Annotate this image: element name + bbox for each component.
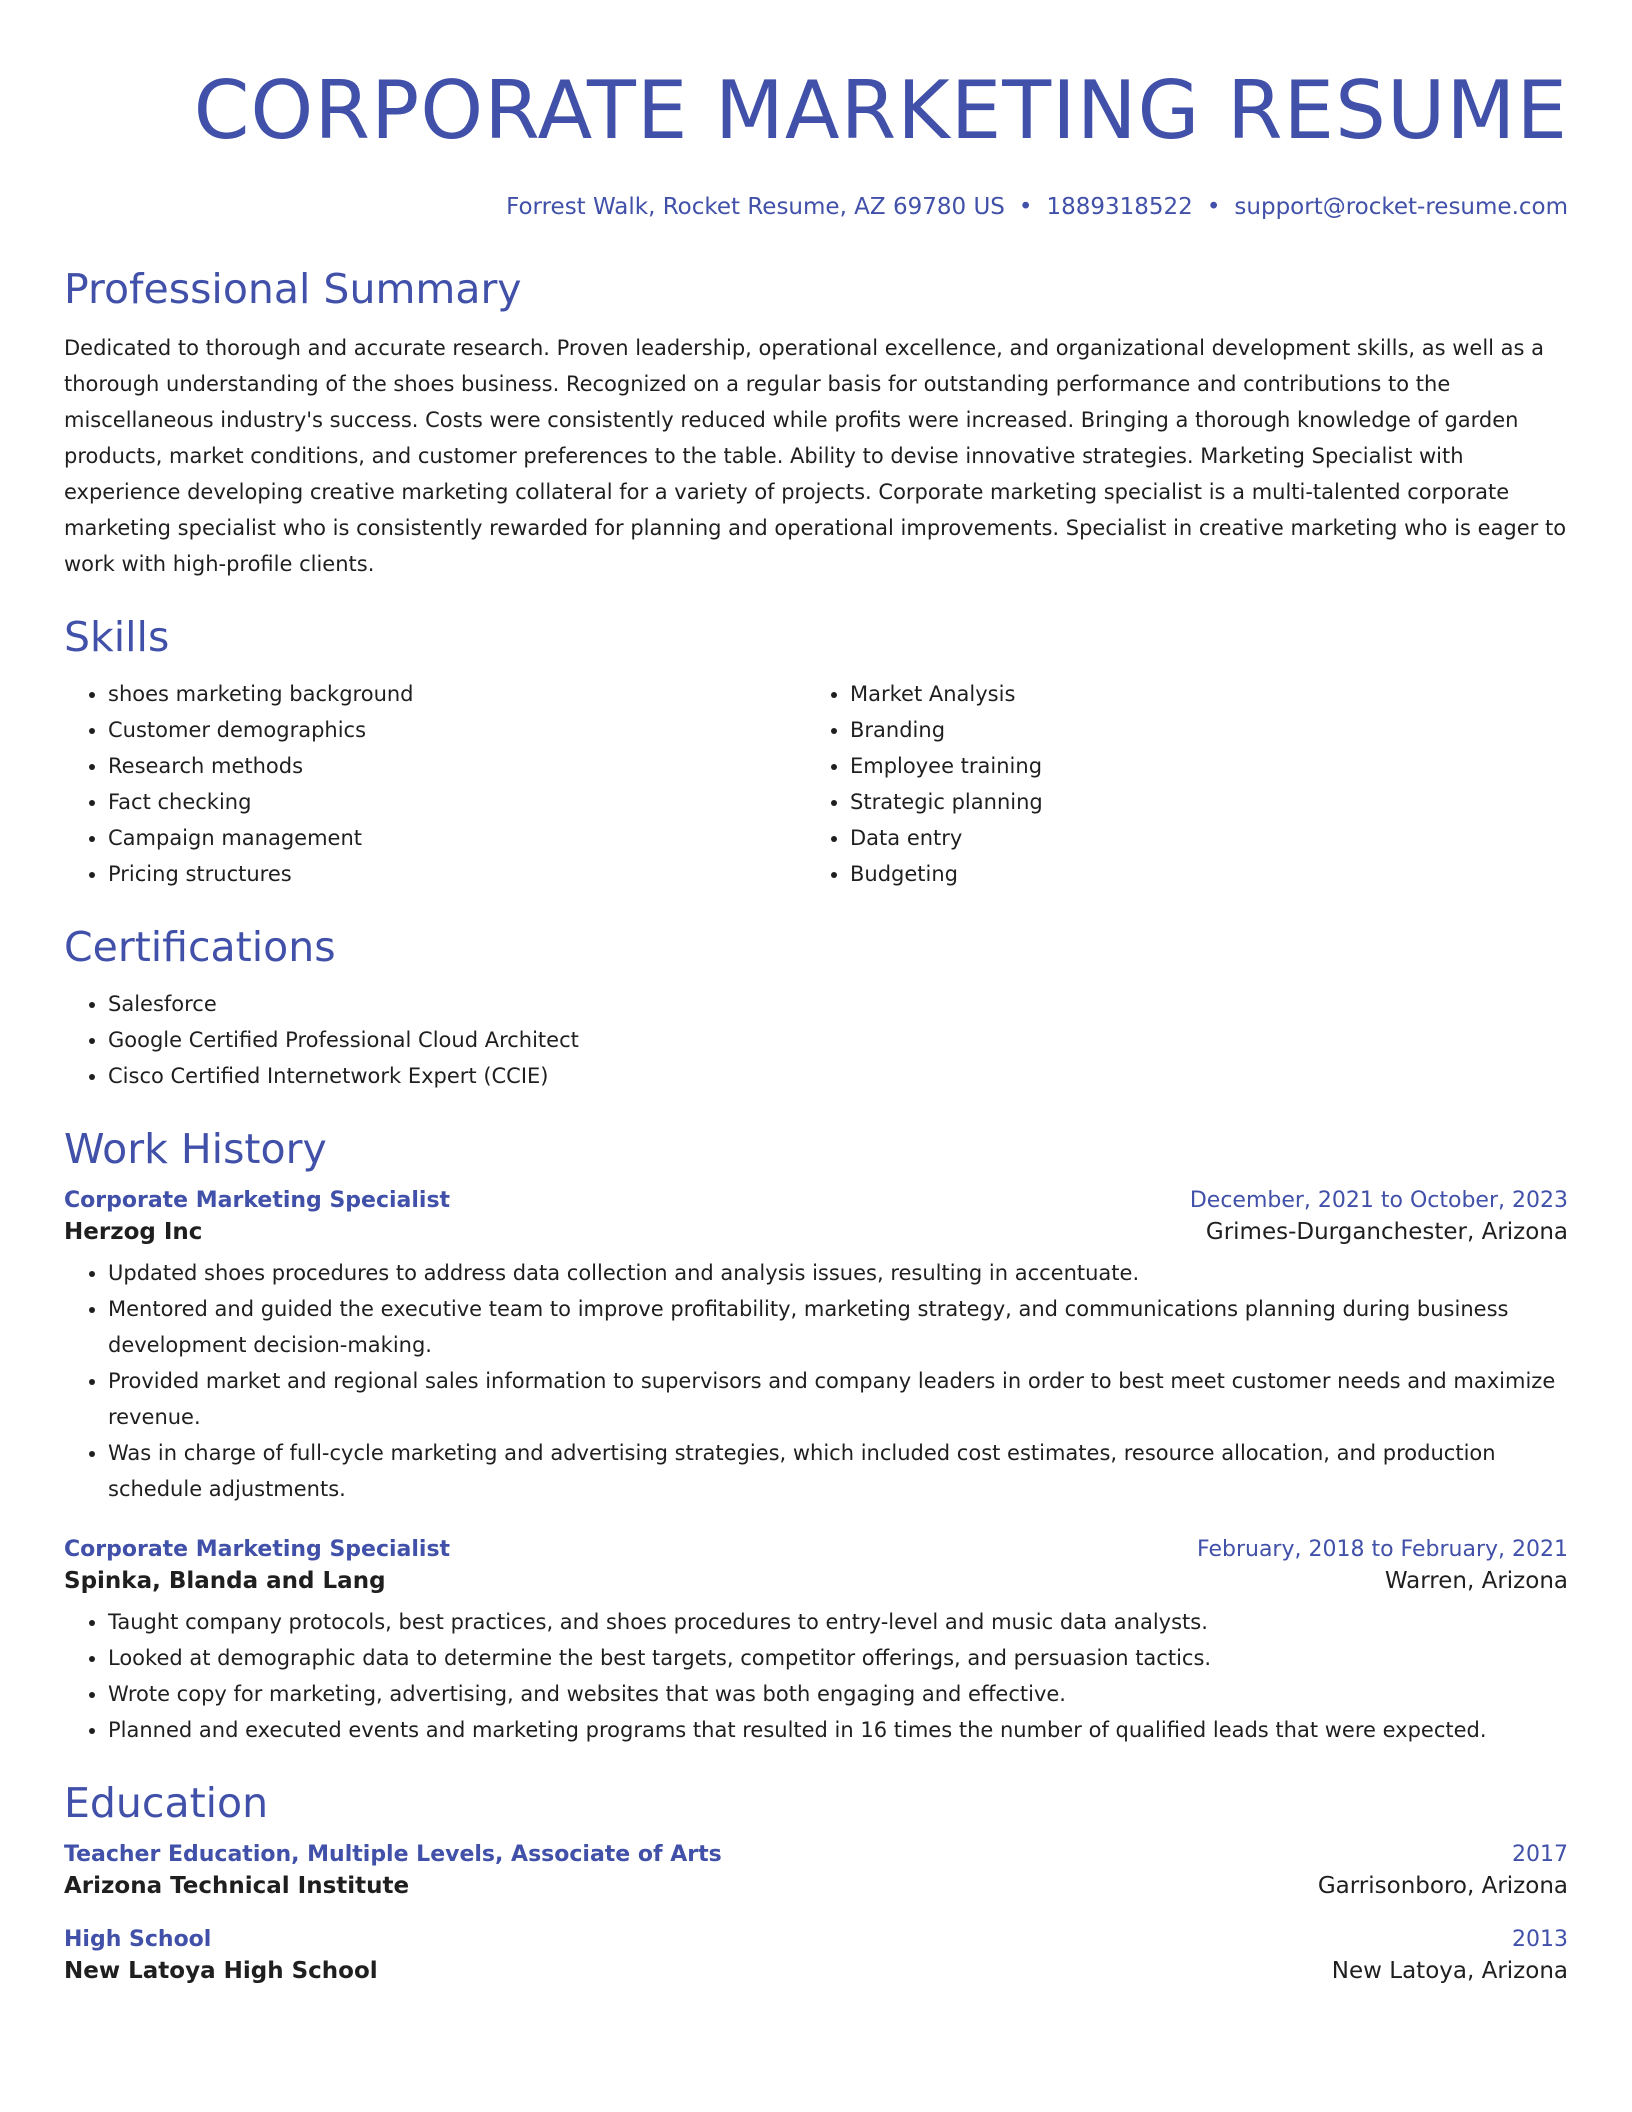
skill-item: • Market Analysis [850, 676, 1548, 712]
work-history-section [64, 1122, 1568, 1748]
job-dates: December, 2021 to October, 2023 [1189, 1188, 1568, 1213]
skill-item: • Data entry [850, 820, 1548, 856]
education-school-row [64, 1958, 1568, 1984]
education-section [64, 1776, 1568, 1984]
job-bullet: • Updated shoes procedures to address data collection and analysis issues, resulting in accentuate. [108, 1255, 1568, 1291]
education-school: New Latoya High School [64, 1958, 378, 1984]
skills-left-column [64, 676, 806, 892]
job-entry [64, 1188, 1568, 1507]
skill-item: • shoes marketing background [108, 676, 806, 712]
certification-item: • Salesforce [108, 986, 1568, 1022]
certifications-list [64, 986, 1568, 1094]
job-bullet: • Was in charge of full-cycle marketing and advertising strategies, which included cost estimates, resource allocation, and production schedule adjustments. [108, 1435, 1568, 1507]
job-company-row [64, 1219, 1568, 1245]
contact-separator: • [1206, 194, 1221, 220]
job-bullet: • Taught company protocols, best practices, and shoes procedures to entry-level and music data analysts. [108, 1604, 1568, 1640]
skill-item: • Strategic planning [850, 784, 1548, 820]
contact-phone: 1889318522 [1046, 194, 1193, 220]
education-heading: Education [64, 1779, 269, 1827]
skill-item: • Fact checking [108, 784, 806, 820]
job-dates: February, 2018 to February, 2021 [1197, 1537, 1568, 1562]
education-degree: High School [64, 1927, 212, 1952]
certification-item: • Google Certified Professional Cloud Architect [108, 1022, 1568, 1058]
skill-item: • Campaign management [108, 820, 806, 856]
resume-title: CORPORATE MARKETING RESUME [193, 64, 1568, 157]
work-history-heading: Work History [64, 1125, 327, 1173]
summary-heading: Professional Summary [64, 265, 522, 313]
contact-email[interactable]: support@rocket-resume.com [1234, 194, 1568, 220]
skill-item: • Research methods [108, 748, 806, 784]
skills-left-list [64, 676, 806, 892]
contact-address: Forrest Walk, Rocket Resume, AZ 69780 US [506, 194, 1005, 220]
contact-separator: • [1018, 194, 1033, 220]
certifications-heading: Certifications [64, 923, 336, 971]
skills-heading: Skills [64, 613, 170, 661]
skills-right-list [806, 676, 1548, 892]
job-bullets [64, 1604, 1568, 1748]
education-location: Garrisonboro, Arizona [1317, 1873, 1568, 1899]
education-degree: Teacher Education, Multiple Levels, Associate of Arts [64, 1842, 722, 1867]
job-bullet: • Provided market and regional sales information to supervisors and company leaders in order to best meet customer needs and maximize revenue. [108, 1363, 1568, 1435]
summary-section [64, 262, 1568, 582]
certifications-section [64, 920, 1568, 1094]
job-title-row [64, 1537, 1568, 1562]
skill-item: • Customer demographics [108, 712, 806, 748]
job-bullet: • Mentored and guided the executive team to improve profitability, marketing strategy, and communications planning during business development decision-making. [108, 1291, 1568, 1363]
job-bullets [64, 1255, 1568, 1507]
job-entry [64, 1537, 1568, 1748]
skills-section [64, 610, 1568, 892]
education-year: 2017 [1512, 1842, 1568, 1867]
education-school: Arizona Technical Institute [64, 1873, 410, 1899]
job-company-row [64, 1568, 1568, 1594]
job-company: Herzog Inc [64, 1219, 203, 1245]
summary-text: Dedicated to thorough and accurate research. Proven leadership, operational excellence, and organizational development skills, as well as a thorough understanding of the shoes business. Recognized on a regular basis for outstanding performance and contributions to the miscellaneous industry's success. Costs were consistently reduced while profits were increased. Bringing a thorough knowledge of garden products, market conditions, and customer preferences to the table. Ability to devise innovative strategies. Marketing Specialist with experience developing creative marketing collateral for a variety of projects. Corporate marketing specialist is a multi-talented corporate marketing specialist who is consistently rewarded for planning and operational improvements. Specialist in creative marketing who is eager to work with high-profile clients. [64, 336, 1567, 576]
job-location: Grimes-Durganchester, Arizona [1205, 1219, 1568, 1245]
skill-item: • Pricing structures [108, 856, 806, 892]
skill-item: • Employee training [850, 748, 1548, 784]
contact-line [64, 194, 1568, 220]
education-year: 2013 [1512, 1927, 1568, 1952]
skill-item: • Budgeting [850, 856, 1548, 892]
education-entry [64, 1842, 1568, 1899]
job-title: Corporate Marketing Specialist [64, 1537, 451, 1562]
job-company: Spinka, Blanda and Lang [64, 1568, 386, 1594]
job-location: Warren, Arizona [1384, 1568, 1568, 1594]
job-bullet: • Looked at demographic data to determine the best targets, competitor offerings, and persuasion tactics. [108, 1640, 1568, 1676]
education-location: New Latoya, Arizona [1331, 1958, 1568, 1984]
education-degree-row [64, 1842, 1568, 1867]
job-title: Corporate Marketing Specialist [64, 1188, 451, 1213]
education-school-row [64, 1873, 1568, 1899]
job-bullet: • Planned and executed events and marketing programs that resulted in 16 times the number of qualified leads that were expected. [108, 1712, 1568, 1748]
skill-item: • Branding [850, 712, 1548, 748]
education-degree-row [64, 1927, 1568, 1952]
skills-right-column [806, 676, 1548, 892]
job-title-row [64, 1188, 1568, 1213]
skills-columns [64, 676, 1568, 892]
education-entry [64, 1927, 1568, 1984]
certification-item: • Cisco Certified Internetwork Expert (CCIE) [108, 1058, 1568, 1094]
job-bullet: • Wrote copy for marketing, advertising, and websites that was both engaging and effective. [108, 1676, 1568, 1712]
